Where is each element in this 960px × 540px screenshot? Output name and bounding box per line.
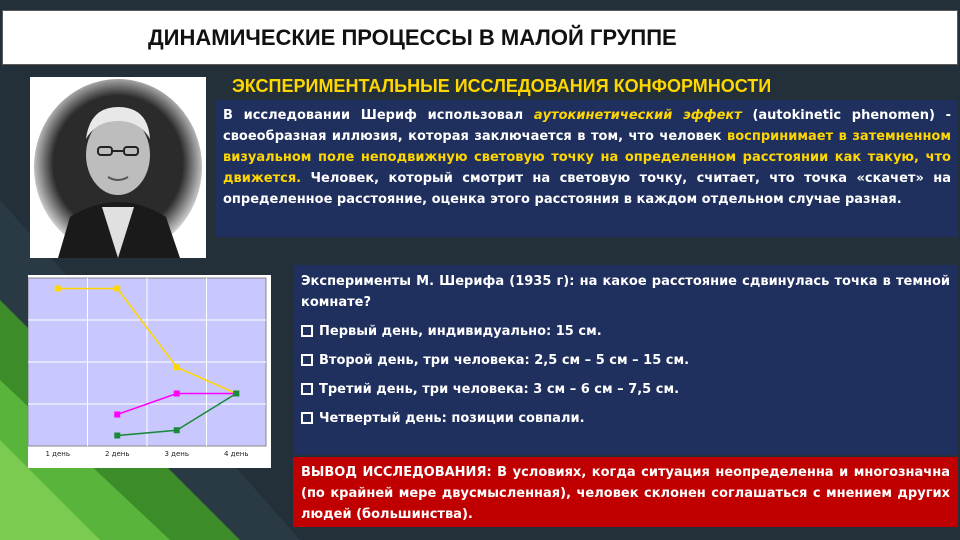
- conclusion-label: ВЫВОД ИССЛЕДОВАНИЯ:: [301, 465, 492, 480]
- data-point: [114, 433, 120, 439]
- data-point: [114, 412, 120, 418]
- experiment-day-3: Третий день, три человека: 3 см – 6 см – 7,5 см.: [319, 382, 680, 397]
- sherif-chart: [28, 275, 271, 468]
- section-subtitle: ЭКСПЕРИМЕНТАЛЬНЫЕ ИССЛЕДОВАНИЯ КОНФОРМНОСТИ: [232, 76, 772, 96]
- list-item: [301, 350, 950, 371]
- data-point: [55, 286, 61, 292]
- page-title: ДИНАМИЧЕСКИЕ ПРОЦЕССЫ В МАЛОЙ ГРУППЕ: [148, 24, 677, 50]
- x-tick-label: 2 день: [104, 450, 130, 458]
- experiment-day-2: Второй день, три человека: 2,5 см – 5 см – 15 см.: [319, 353, 690, 368]
- data-point: [233, 391, 239, 397]
- checkbox-square-icon: [301, 354, 313, 366]
- experiments-intro: Эксперименты М. Шерифа (1935 г): на какое расстояние сдвинулась точка в темной комнате?: [301, 274, 950, 310]
- intro-text-3: (autokinetic phenomen) - своеобразная иллюзия, которая заключается в том, что человек: [223, 108, 952, 144]
- autokinetic-description: [216, 100, 958, 237]
- portrait: [30, 77, 206, 258]
- experiments-box: [293, 265, 958, 455]
- data-point: [174, 391, 180, 397]
- checkbox-square-icon: [301, 383, 313, 395]
- intro-highlight: воспринимает в затемненном визуальном поле неподвижную световую точку на определенном расстоянии как такую, что движется.: [223, 129, 951, 186]
- data-point: [174, 427, 180, 433]
- list-item: [301, 379, 950, 400]
- list-item: [301, 408, 950, 429]
- autokinetic-effect-term: аутокинетический эффект: [533, 108, 742, 123]
- title-bar: [2, 10, 958, 65]
- experiment-day-1: Первый день, индивидуально: 15 см.: [319, 324, 602, 339]
- list-item: [301, 321, 950, 342]
- checkbox-square-icon: [301, 325, 313, 337]
- x-tick-label: 4 день: [223, 450, 249, 458]
- intro-text-5: Человек, который смотрит на световую точку, считает, что точка «скачет» на определенное расстояние, оценка этого расстояния в каждом отдельном случае разная.: [223, 171, 951, 207]
- data-point: [114, 286, 120, 292]
- conclusion-text: В условиях, когда ситуация неопределенна и многозначна (по крайней мере двусмысленная), человек склонен соглашаться с мнением других людей (большинства).: [301, 465, 950, 522]
- x-tick-label: 3 день: [164, 450, 190, 458]
- portrait-icon: [30, 77, 206, 258]
- intro-text-1: В исследовании Шериф использовал: [223, 108, 534, 123]
- conclusion-box: [293, 457, 958, 527]
- x-tick-label: 1 день: [45, 450, 71, 458]
- checkbox-square-icon: [301, 412, 313, 424]
- chart-svg: [28, 275, 271, 468]
- experiment-day-4: Четвертый день: позиции совпали.: [319, 411, 585, 426]
- data-point: [174, 364, 180, 370]
